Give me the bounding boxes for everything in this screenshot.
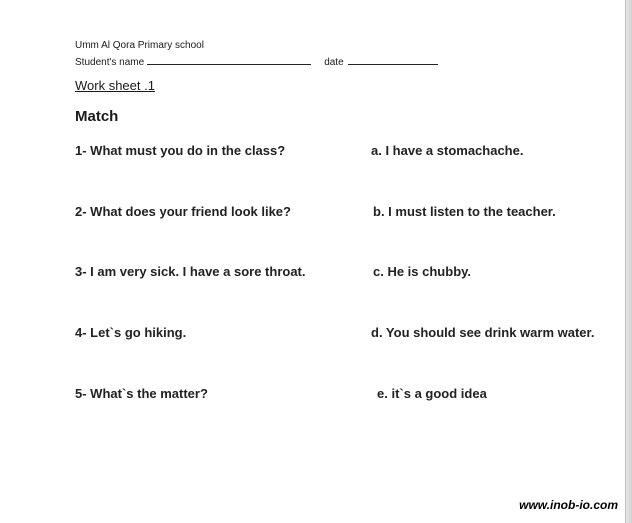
answer-e: e. it`s a good idea	[377, 386, 487, 401]
question-5: 5- What`s the matter?	[75, 386, 208, 401]
student-name-blank	[147, 55, 311, 65]
answer-a: a. I have a stomachache.	[371, 143, 524, 158]
question-2: 2- What does your friend look like?	[75, 204, 291, 219]
website-watermark: www.inob-io.com	[519, 498, 618, 512]
student-name-label: Student's name	[75, 57, 145, 68]
date-blank	[348, 55, 438, 65]
answer-b: b. I must listen to the teacher.	[373, 204, 556, 219]
answer-c: c. He is chubby.	[373, 264, 472, 279]
school-name: Umm Al Qora Primary school	[75, 40, 204, 51]
section-title: Match	[75, 108, 119, 125]
date-label: date	[324, 57, 344, 68]
question-3: 3- I am very sick. I have a sore throat.	[75, 264, 306, 279]
answer-d: d. You should see drink warm water.	[371, 325, 595, 340]
window-right-edge	[625, 0, 632, 523]
question-4: 4- Let`s go hiking.	[75, 325, 187, 340]
student-info-line	[75, 55, 438, 68]
worksheet-title: Work sheet .1	[75, 78, 155, 93]
question-1: 1- What must you do in the class?	[75, 143, 286, 158]
